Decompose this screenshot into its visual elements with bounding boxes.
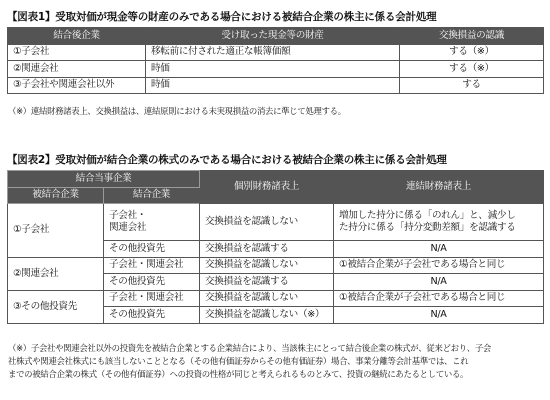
figure2-note <box>8 342 491 381</box>
asset-cell: 移転前に付された適正な帳簿価額 <box>146 44 400 61</box>
acquirer-cell: 子会社・関連会社 <box>104 290 200 307</box>
consolidated-line: た持分に係る「持分変動差額」を認識する <box>339 222 516 233</box>
asset-cell: 時価 <box>146 77 400 94</box>
figure2-table <box>7 170 544 324</box>
individual-cell: 交換損益を認識する <box>200 274 334 291</box>
consolidated-cell: ①被結合企業が子会社である場合と同じ <box>334 257 544 274</box>
group-header: 結合当事企業 <box>8 171 200 188</box>
acquirer-cell <box>104 204 200 241</box>
consolidated-line: 増加した持分に係る「のれん」と、減少し <box>339 210 516 221</box>
recognition-cell: する（※） <box>400 44 544 61</box>
consolidated-cell <box>334 204 544 241</box>
acquiree-cell: ③その他投資先 <box>8 290 104 323</box>
table-row <box>8 257 544 274</box>
individual-cell: 交換損益を認識しない <box>200 290 334 307</box>
column-header: 結合後企業 <box>8 28 146 45</box>
company-cell: ③子会社や関連会社以外 <box>8 77 146 94</box>
recognition-cell: する（※） <box>400 61 544 78</box>
figure1-note: （※）連結財務諸表上、交換損益は、連結原則における未実現損益の消去に準じて処理する。 <box>8 106 346 116</box>
acquiree-header: 被結合企業 <box>8 187 104 204</box>
acquirer-line: 関連会社 <box>109 222 147 233</box>
consolidated-cell: ①被結合企業が子会社である場合と同じ <box>334 290 544 307</box>
acquiree-cell: ②関連会社 <box>8 257 104 290</box>
note-line: までの被結合企業の株式（その他有価証券）への投資の性格が同じと考えられるものとみて、投資の継続にあたるとしている。 <box>8 369 469 379</box>
acquirer-cell: その他投資先 <box>104 274 200 291</box>
table-row <box>8 290 544 307</box>
table-header-row <box>8 28 544 45</box>
figure2-title: 【図表2】受取対価が結合企業の株式のみである場合における被結合企業の株主に係る会計処理 <box>7 154 447 166</box>
individual-cell: 交換損益を認識しない（※） <box>200 307 334 324</box>
note-line: 社株式や関連会社株式にも該当しないこととなる（その他有価証券からその他有価証券）場合、事業分離等会計基準では、これ <box>8 356 469 366</box>
acquirer-cell: その他投資先 <box>104 307 200 324</box>
acquirer-cell: その他投資先 <box>104 241 200 258</box>
acquirer-header: 結合企業 <box>104 187 200 204</box>
figure1-title: 【図表1】受取対価が現金等の財産のみである場合における被結合企業の株主に係る会計処理 <box>7 11 437 23</box>
consolidated-cell: N/A <box>334 274 544 291</box>
table-row <box>8 44 544 61</box>
company-cell: ①子会社 <box>8 44 146 61</box>
acquiree-cell: ①子会社 <box>8 204 104 258</box>
consolidated-header: 連結財務諸表上 <box>334 171 544 204</box>
individual-header: 個別財務諸表上 <box>200 171 334 204</box>
table-row <box>8 61 544 78</box>
individual-cell: 交換損益を認識しない <box>200 204 334 241</box>
recognition-cell: する <box>400 77 544 94</box>
column-header: 交換損益の認識 <box>400 28 544 45</box>
consolidated-cell: N/A <box>334 307 544 324</box>
column-header: 受け取った現金等の財産 <box>146 28 400 45</box>
note-line: （※）子会社や関連会社以外の投資先を被結合企業とする企業結合により、当該株主にとって結合後企業の株式が、従来どおり、子会 <box>8 343 491 353</box>
table-row <box>8 77 544 94</box>
table-row <box>8 204 544 241</box>
consolidated-cell: N/A <box>334 241 544 258</box>
acquirer-cell: 子会社・関連会社 <box>104 257 200 274</box>
figure1-table <box>7 27 544 94</box>
acquirer-line: 子会社・ <box>109 210 147 221</box>
individual-cell: 交換損益を認識しない <box>200 257 334 274</box>
individual-cell: 交換損益を認識する <box>200 241 334 258</box>
asset-cell: 時価 <box>146 61 400 78</box>
company-cell: ②関連会社 <box>8 61 146 78</box>
table-header-row <box>8 171 544 188</box>
